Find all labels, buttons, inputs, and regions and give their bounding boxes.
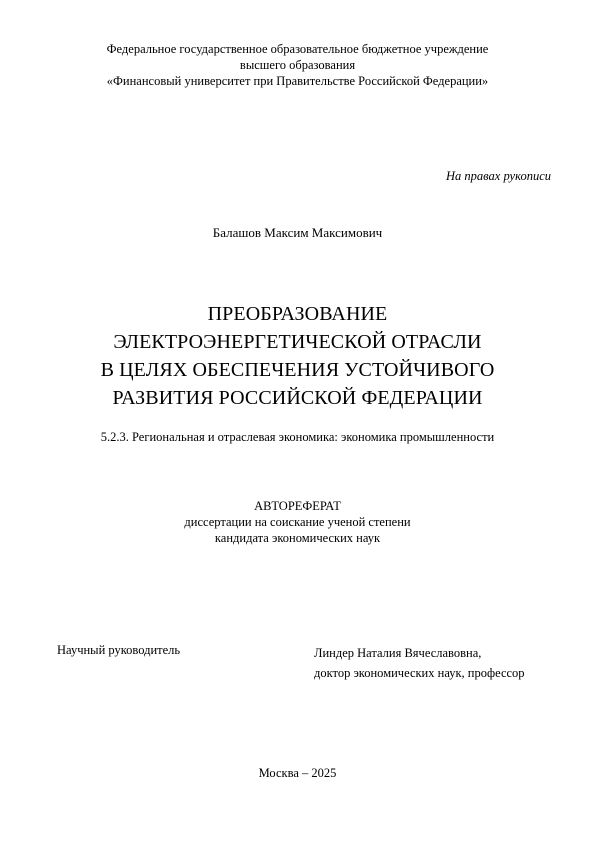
abstract-line-3: кандидата экономических наук bbox=[214, 531, 381, 545]
supervisor-label: Научный руководитель bbox=[57, 643, 181, 657]
specialty-code: 5.2.3. Региональная и отраслевая экономика: экономика промышленности bbox=[100, 430, 495, 444]
title-line-2: ЭЛЕКТРОЭНЕРГЕТИЧЕСКОЙ ОТРАСЛИ bbox=[113, 331, 482, 353]
city-year: Москва – 2025 bbox=[258, 766, 337, 780]
institution-line-1: Федеральное государственное образовательное бюджетное учреждение bbox=[106, 42, 489, 56]
dissertation-title bbox=[0, 300, 595, 412]
title-line-4: РАЗВИТИЯ РОССИЙСКОЙ ФЕДЕРАЦИИ bbox=[112, 387, 483, 409]
manuscript-note: На правах рукописи bbox=[446, 169, 551, 183]
institution-line-3: «Финансовый университет при Правительстве Российской Федерации» bbox=[106, 74, 489, 88]
abstract-block bbox=[0, 498, 595, 546]
supervisor-name: Линдер Наталия Вячеславовна, bbox=[314, 646, 482, 660]
institution-block bbox=[0, 41, 595, 89]
title-line-3: В ЦЕЛЯХ ОБЕСПЕЧЕНИЯ УСТОЙЧИВОГО bbox=[100, 359, 495, 381]
author-name: Балашов Максим Максимович bbox=[212, 225, 383, 240]
abstract-heading: АВТОРЕФЕРАТ bbox=[254, 499, 341, 513]
title-line-1: ПРЕОБРАЗОВАНИЕ bbox=[207, 303, 388, 325]
abstract-line-2: диссертации на соискание ученой степени bbox=[184, 515, 411, 529]
supervisor-degree: доктор экономических наук, профессор bbox=[314, 666, 525, 680]
institution-line-2: высшего образования bbox=[239, 58, 356, 72]
supervisor-block bbox=[314, 643, 525, 683]
